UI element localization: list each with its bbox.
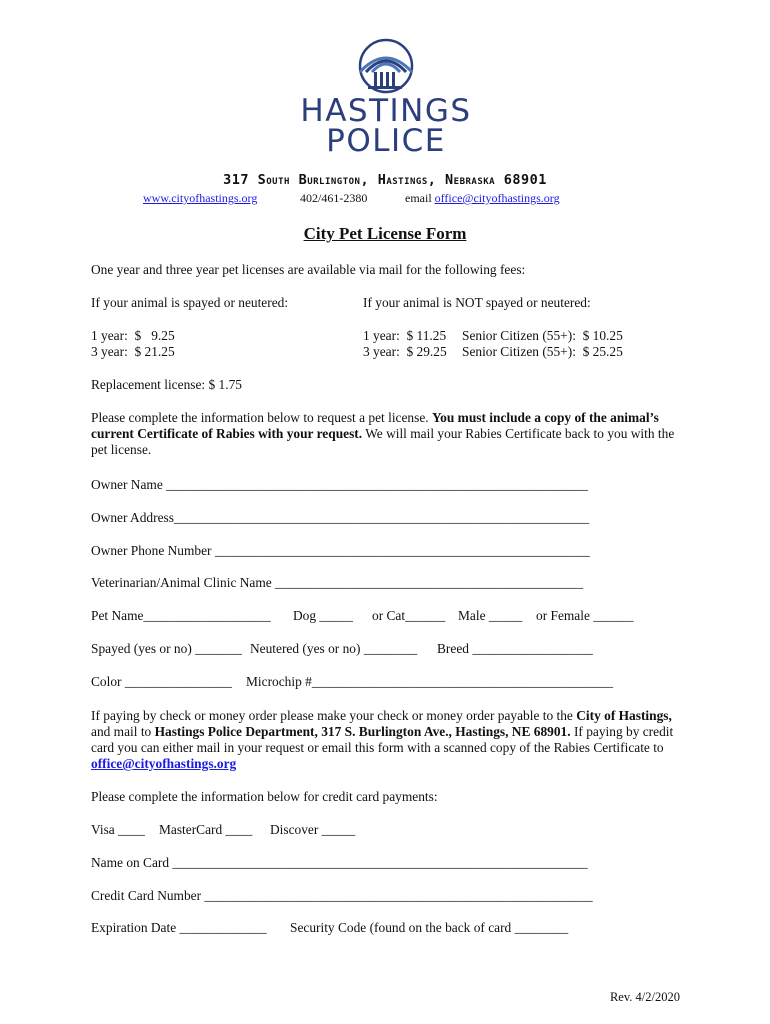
revision-date: Rev. 4/2/2020 [609,990,680,1004]
website-link[interactable]: www.cityofhastings.org [143,191,258,205]
color-microchip-row [91,674,691,690]
microchip-field[interactable]: Microchip #_____________________________________________ [246,674,614,689]
payment-text-1: If paying by check or money order please make your check or money order payable to the [91,708,577,723]
senior-1yr-fee: Senior Citizen (55+): $ 10.25 [462,328,623,343]
expiration-date-field[interactable]: Expiration Date _____________ [91,920,267,935]
intro-text: One year and three year pet licenses are available via mail for the following fees: [91,262,526,277]
spayed-field[interactable]: Spayed (yes or no) _______ [91,641,242,656]
spayed-1yr-fee: 1 year: $ 9.25 [91,328,175,343]
contact-line [0,191,770,207]
female-field[interactable]: or Female ______ [536,608,634,623]
phone-number: 402/461-2380 [300,191,368,205]
form-title: City Pet License Form [303,224,467,243]
payee-name: City of Hastings, [576,708,672,723]
credit-card-intro: Please complete the information below for credit card payments: [91,789,438,804]
vet-clinic-field[interactable]: Veterinarian/Animal Clinic Name ______________________________________________ [91,575,584,590]
mastercard-field[interactable]: MasterCard ____ [159,822,253,837]
department-address: 317 South Burlington, Hastings, Nebraska 68901 [223,172,547,188]
card-type-row [91,822,691,838]
expiration-security-row [91,920,691,936]
security-code-field[interactable]: Security Code (found on the back of card ________ [290,920,569,935]
fee-headings [91,295,691,311]
visa-field[interactable]: Visa ____ [91,822,145,837]
payment-instructions [91,708,681,772]
spayed-3yr-fee: 3 year: $ 21.25 [91,344,175,359]
spayed-heading: If your animal is spayed or neutered: [91,295,289,310]
instructions-part1: Please complete the information below to request a pet license. [91,410,432,425]
email-link[interactable]: office@cityofhastings.org [434,191,560,205]
logo-text-hastings: HASTINGS [300,93,472,129]
owner-name-field[interactable]: Owner Name _______________________________________________________________ [91,477,588,492]
payment-text-3: If paying by credit card you can either mail in your request or email this form with a scanned copy of the Rabies Certificate to [91,724,674,755]
not-spayed-heading: If your animal is NOT spayed or neutered: [363,295,591,310]
owner-address-field[interactable]: Owner Address______________________________________________________________ [91,510,590,525]
replacement-fee: Replacement license: $ 1.75 [91,377,242,392]
discover-field[interactable]: Discover _____ [270,822,356,837]
male-field[interactable]: Male _____ [458,608,523,623]
spay-breed-row [91,641,691,657]
not-spayed-3yr-fee: 3 year: $ 29.25 [363,344,447,359]
pet-name-field[interactable]: Pet Name___________________ [91,608,271,623]
cat-field[interactable]: or Cat______ [372,608,446,623]
senior-3yr-fee: Senior Citizen (55+): $ 25.25 [462,344,623,359]
owner-phone-field[interactable]: Owner Phone Number ________________________________________________________ [91,543,590,558]
rabies-requirement: You must include a copy of the animal’s current Certificate of Rabies with your request. [91,410,659,441]
payment-email-link[interactable]: office@cityofhastings.org [91,756,237,771]
fee-row-1yr [91,328,691,344]
fee-row-3yr [91,344,691,360]
email-contact [405,191,560,206]
dog-field[interactable]: Dog _____ [293,608,353,623]
neutered-field[interactable]: Neutered (yes or no) ________ [250,641,418,656]
mailing-address: Hastings Police Department, 317 S. Burlington Ave., Hastings, NE 68901. [154,724,571,739]
color-field[interactable]: Color ________________ [91,674,232,689]
logo-text-police: POLICE [326,123,446,159]
instructions-part2: We will mail your Rabies Certificate back to you with the pet license. [91,426,675,457]
instructions-text [91,410,686,458]
fountain-emblem-icon [340,38,432,94]
not-spayed-1yr-fee: 1 year: $ 11.25 [363,328,447,343]
pet-details-row [91,608,691,624]
name-on-card-field[interactable]: Name on Card ______________________________________________________________ [91,855,588,870]
card-number-field[interactable]: Credit Card Number __________________________________________________________ [91,888,593,903]
email-label: email [405,191,435,205]
breed-field[interactable]: Breed __________________ [437,641,593,656]
payment-text-2: and mail to [91,724,155,739]
hastings-police-logo [296,38,476,159]
